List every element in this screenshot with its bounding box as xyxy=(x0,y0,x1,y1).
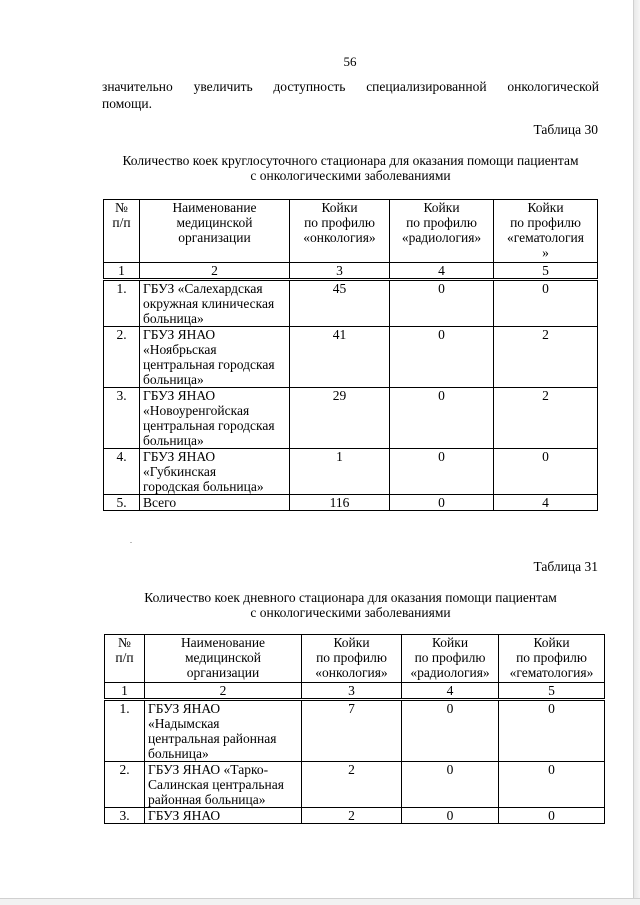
table-row xyxy=(104,280,598,327)
oncology-beds-cell: 116 xyxy=(290,495,390,511)
hematology-beds-cell: 4 xyxy=(494,495,598,511)
organization-name-line: «Новоуренгойская xyxy=(143,403,250,418)
page-edge-bottom xyxy=(0,898,640,905)
organization-name-cell xyxy=(145,762,302,808)
hematology-beds-cell: 0 xyxy=(499,808,605,824)
table-row xyxy=(104,495,598,511)
header-cell-number: № п/п xyxy=(104,200,140,263)
oncology-beds-cell: 1 xyxy=(290,449,390,495)
column-number: 4 xyxy=(402,683,499,700)
header-cell-hematology: Койки по профилю «гематология» xyxy=(499,635,605,683)
header-cell-number: № п/п xyxy=(105,635,145,683)
radiology-beds-cell: 0 xyxy=(390,495,494,511)
table30-title-line2: с онкологическими заболеваниями xyxy=(250,168,451,183)
table-row xyxy=(104,449,598,495)
table30-title xyxy=(90,153,611,183)
hematology-beds-cell: 2 xyxy=(494,388,598,449)
organization-name-line: ГБУЗ ЯНАО xyxy=(143,327,216,342)
hematology-beds-cell: 2 xyxy=(494,327,598,388)
radiology-beds-cell: 0 xyxy=(402,762,499,808)
radiology-beds-cell: 0 xyxy=(390,327,494,388)
row-number-cell: 1. xyxy=(104,280,140,327)
table-row xyxy=(104,327,598,388)
column-number: 3 xyxy=(290,263,390,280)
organization-name-line: ГБУЗ ЯНАО xyxy=(148,701,221,716)
organization-name-cell xyxy=(140,388,290,449)
row-number-cell: 5. xyxy=(104,495,140,511)
column-number: 5 xyxy=(499,683,605,700)
organization-name-line: районная больница» xyxy=(148,792,266,807)
oncology-beds-cell: 41 xyxy=(290,327,390,388)
hematology-beds-cell: 0 xyxy=(499,762,605,808)
organization-name-line: больница» xyxy=(143,433,204,448)
hematology-beds-cell: 0 xyxy=(499,700,605,762)
column-number: 4 xyxy=(390,263,494,280)
table31-title-line1: Количество коек дневного стационара для оказания помощи пациентам xyxy=(144,590,557,605)
oncology-beds-cell: 29 xyxy=(290,388,390,449)
organization-name-cell xyxy=(140,327,290,388)
intro-word: значительно xyxy=(102,79,173,94)
header-cell-organization: Наименование медицинской организации xyxy=(140,200,290,263)
organization-name-line: городская больница» xyxy=(143,479,264,494)
radiology-beds-cell: 0 xyxy=(390,388,494,449)
row-number-cell: 2. xyxy=(104,327,140,388)
radiology-beds-cell: 0 xyxy=(402,808,499,824)
organization-name-line: окружная клиническая xyxy=(143,296,275,311)
table31-column-number-row xyxy=(105,683,605,700)
row-number-cell: 2. xyxy=(105,762,145,808)
intro-word: онкологической xyxy=(507,79,599,94)
organization-name-line: ГБУЗ ЯНАО xyxy=(143,449,216,464)
column-number: 1 xyxy=(105,683,145,700)
table31 xyxy=(104,634,605,824)
table30-header-row xyxy=(104,200,598,263)
table-row xyxy=(105,762,605,808)
header-cell-hematology: Койки по профилю «гематология » xyxy=(494,200,598,263)
table30-title-line1: Количество коек круглосуточного стационара для оказания помощи пациентам xyxy=(122,153,579,168)
page-number: 56 xyxy=(343,54,357,69)
table31-title xyxy=(90,590,611,620)
organization-name-line: ГБУЗ ЯНАО xyxy=(148,808,221,823)
column-number: 2 xyxy=(145,683,302,700)
column-number: 1 xyxy=(104,263,140,280)
organization-name-line: центральная районная xyxy=(148,731,277,746)
intro-line-1 xyxy=(102,78,599,95)
header-cell-oncology: Койки по профилю «онкология» xyxy=(290,200,390,263)
intro-word: специализированной xyxy=(366,79,487,94)
intro-word: доступность xyxy=(273,79,346,94)
column-number: 3 xyxy=(302,683,402,700)
table31-caption: Таблица 31 xyxy=(533,559,598,574)
organization-name-line: «Ноябрьская xyxy=(143,342,217,357)
organization-name-line: ГБУЗ ЯНАО «Тарко- xyxy=(148,762,269,777)
scan-artifact xyxy=(130,542,132,543)
header-cell-radiology: Койки по профилю «радиология» xyxy=(402,635,499,683)
table-row xyxy=(105,808,605,824)
page-edge-right xyxy=(633,0,640,905)
hematology-beds-cell: 0 xyxy=(494,280,598,327)
oncology-beds-cell: 45 xyxy=(290,280,390,327)
organization-name-line: «Надымская xyxy=(148,716,220,731)
organization-name-cell xyxy=(140,280,290,327)
row-number-cell: 3. xyxy=(104,388,140,449)
column-number: 5 xyxy=(494,263,598,280)
oncology-beds-cell: 2 xyxy=(302,808,402,824)
intro-paragraph xyxy=(102,78,599,112)
organization-name-line: больница» xyxy=(143,311,204,326)
table30-column-number-row xyxy=(104,263,598,280)
organization-name-cell xyxy=(145,808,302,824)
organization-name-cell xyxy=(140,495,290,511)
oncology-beds-cell: 7 xyxy=(302,700,402,762)
organization-name-line: «Губкинская xyxy=(143,464,217,479)
table31-header-row xyxy=(105,635,605,683)
radiology-beds-cell: 0 xyxy=(390,449,494,495)
organization-name-line: ГБУЗ «Салехардская xyxy=(143,281,263,296)
radiology-beds-cell: 0 xyxy=(390,280,494,327)
organization-name-line: больница» xyxy=(143,372,204,387)
table30-caption: Таблица 30 xyxy=(533,122,598,137)
column-number: 2 xyxy=(140,263,290,280)
organization-name-line: центральная городская xyxy=(143,418,275,433)
header-cell-radiology: Койки по профилю «радиология» xyxy=(390,200,494,263)
intro-line-2: помощи. xyxy=(102,96,153,111)
table31-title-line2: с онкологическими заболеваниями xyxy=(250,605,451,620)
intro-word: увеличить xyxy=(193,79,253,94)
radiology-beds-cell: 0 xyxy=(402,700,499,762)
row-number-cell: 3. xyxy=(105,808,145,824)
table-row xyxy=(105,700,605,762)
header-cell-oncology: Койки по профилю «онкология» xyxy=(302,635,402,683)
table30 xyxy=(103,199,598,511)
organization-name-cell xyxy=(145,700,302,762)
oncology-beds-cell: 2 xyxy=(302,762,402,808)
organization-name-line: ГБУЗ ЯНАО xyxy=(143,388,216,403)
organization-name-line: центральная городская xyxy=(143,357,275,372)
header-cell-organization: Наименование медицинской организации xyxy=(145,635,302,683)
organization-name-line: больница» xyxy=(148,746,209,761)
table-row xyxy=(104,388,598,449)
organization-name-cell xyxy=(140,449,290,495)
organization-name-line: Всего xyxy=(143,495,177,510)
hematology-beds-cell: 0 xyxy=(494,449,598,495)
organization-name-line: Салинская центральная xyxy=(148,777,284,792)
row-number-cell: 1. xyxy=(105,700,145,762)
row-number-cell: 4. xyxy=(104,449,140,495)
